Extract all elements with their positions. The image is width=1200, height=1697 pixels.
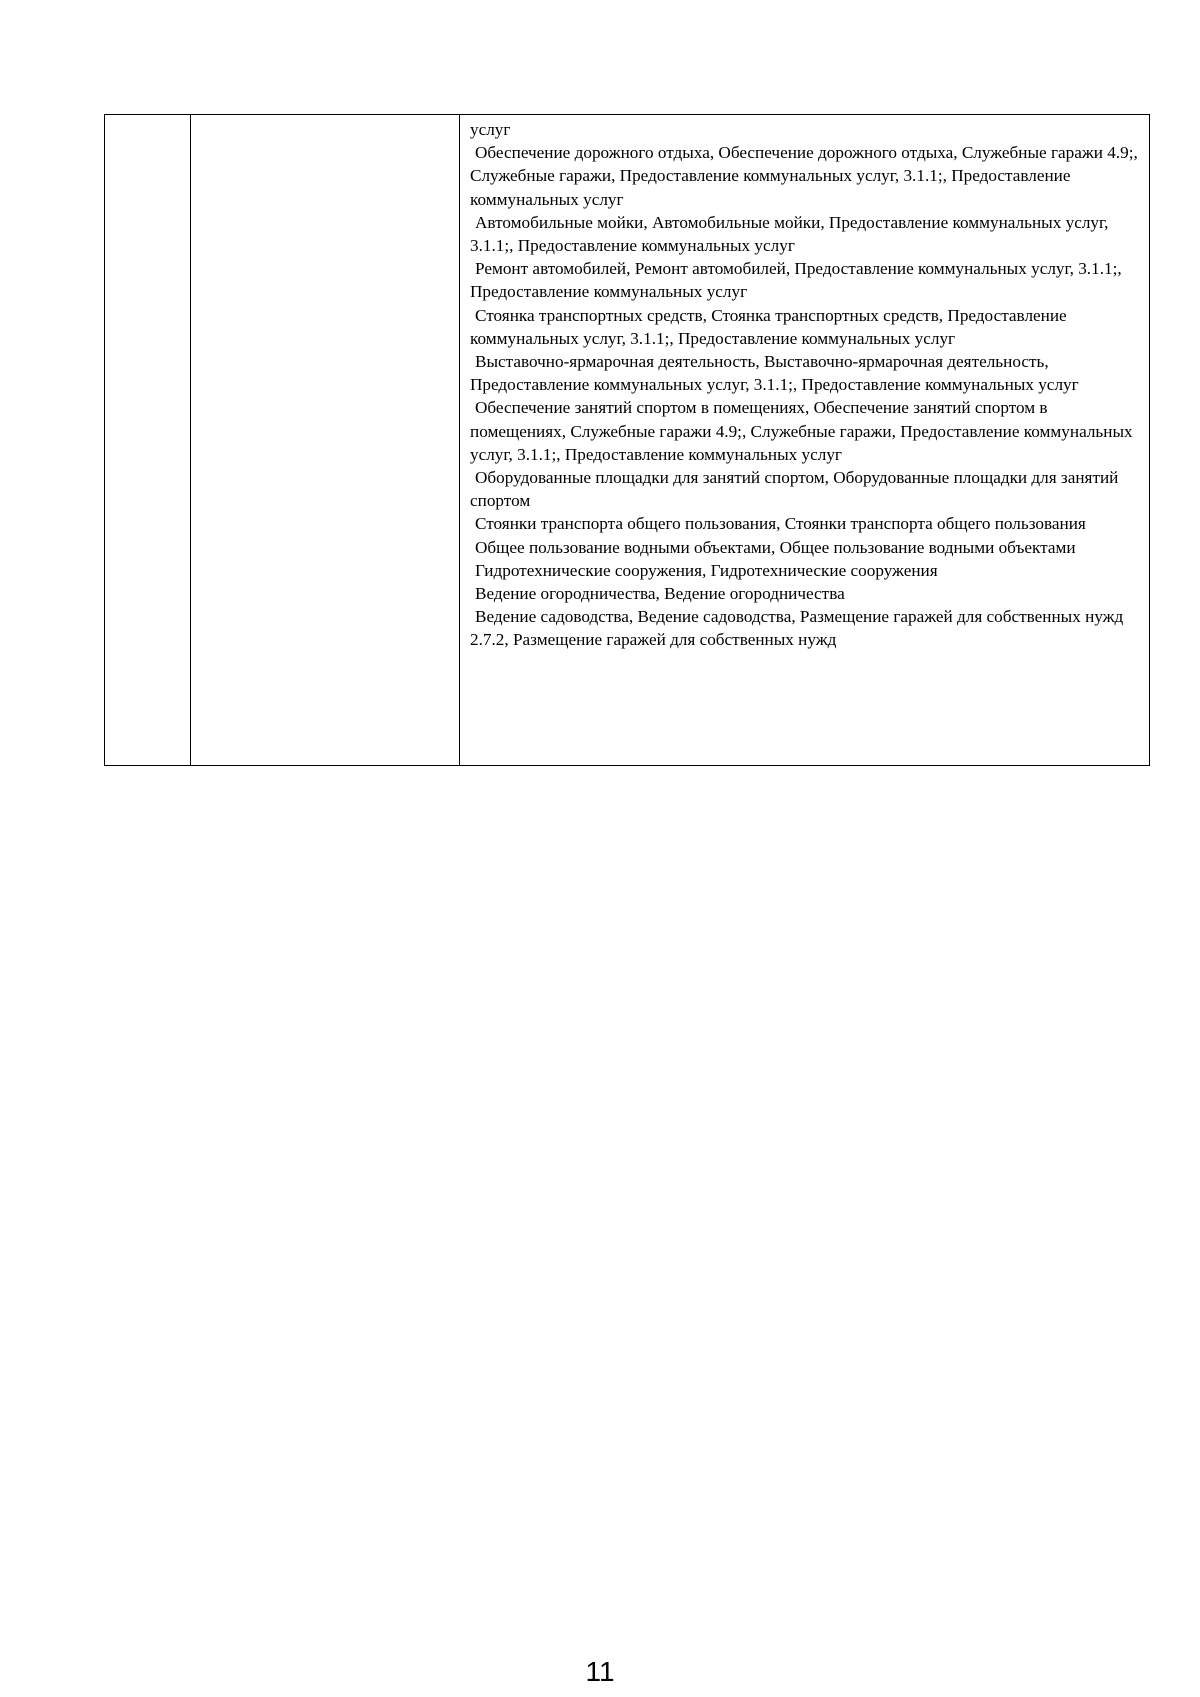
page-number: 11 [585,1656,615,1687]
list-item: услуг [470,120,511,139]
list-item: Оборудованные площадки для занятий спортом, Оборудованные площадки для занятий спортом [470,468,1119,511]
list-item: Автомобильные мойки, Автомобильные мойки, Предоставление коммунальных услуг, 3.1.1;, Предоставление коммунальных услуг [470,212,1109,256]
list-item: Общее пользование водными объектами, Общее пользование водными объектами [475,537,1076,557]
list-item: Ведение огородничества, Ведение огородничества [475,584,845,604]
list-item: Ведение садоводства, Ведение садоводства, Размещение гаражей для собственных нужд 2.7.2, Размещение гаражей для собственных нужд [470,607,1124,650]
list-item: Стоянка транспортных средств, Стоянка транспортных средств, Предоставление коммунальных услуг, 3.1.1;, Предоставление коммунальных услуг [470,305,1067,348]
land-use-table [104,114,1150,766]
list-item: Гидротехнические сооружения, Гидротехнические сооружения [475,560,938,580]
table-cell-permitted-uses [460,115,1149,765]
table-cell-number [105,115,191,765]
list-item: Обеспечение занятий спортом в помещениях, Обеспечение занятий спортом в помещениях, Служебные гаражи 4.9;, Служебные гаражи, Предоставление коммунальных услуг, 3.1.1;, Предоставление коммунальных услуг [470,398,1133,464]
list-item: Выставочно-ярмарочная деятельность, Выставочно-ярмарочная деятельность, Предоставление коммунальных услуг, 3.1.1;, Предоставление коммунальных услуг [470,352,1079,395]
table-cell-zone [191,115,460,765]
list-item: Ремонт автомобилей, Ремонт автомобилей, Предоставление коммунальных услуг, 3.1.1;, Предоставление коммунальных услуг [470,259,1122,302]
list-item: Обеспечение дорожного отдыха, Обеспечение дорожного отдыха, Служебные гаражи 4.9;, Служебные гаражи, Предоставление коммунальных услуг, 3.1.1;, Предоставление коммунальных услуг [470,143,1138,209]
list-item: Стоянки транспорта общего пользования, Стоянки транспорта общего пользования [475,514,1086,534]
